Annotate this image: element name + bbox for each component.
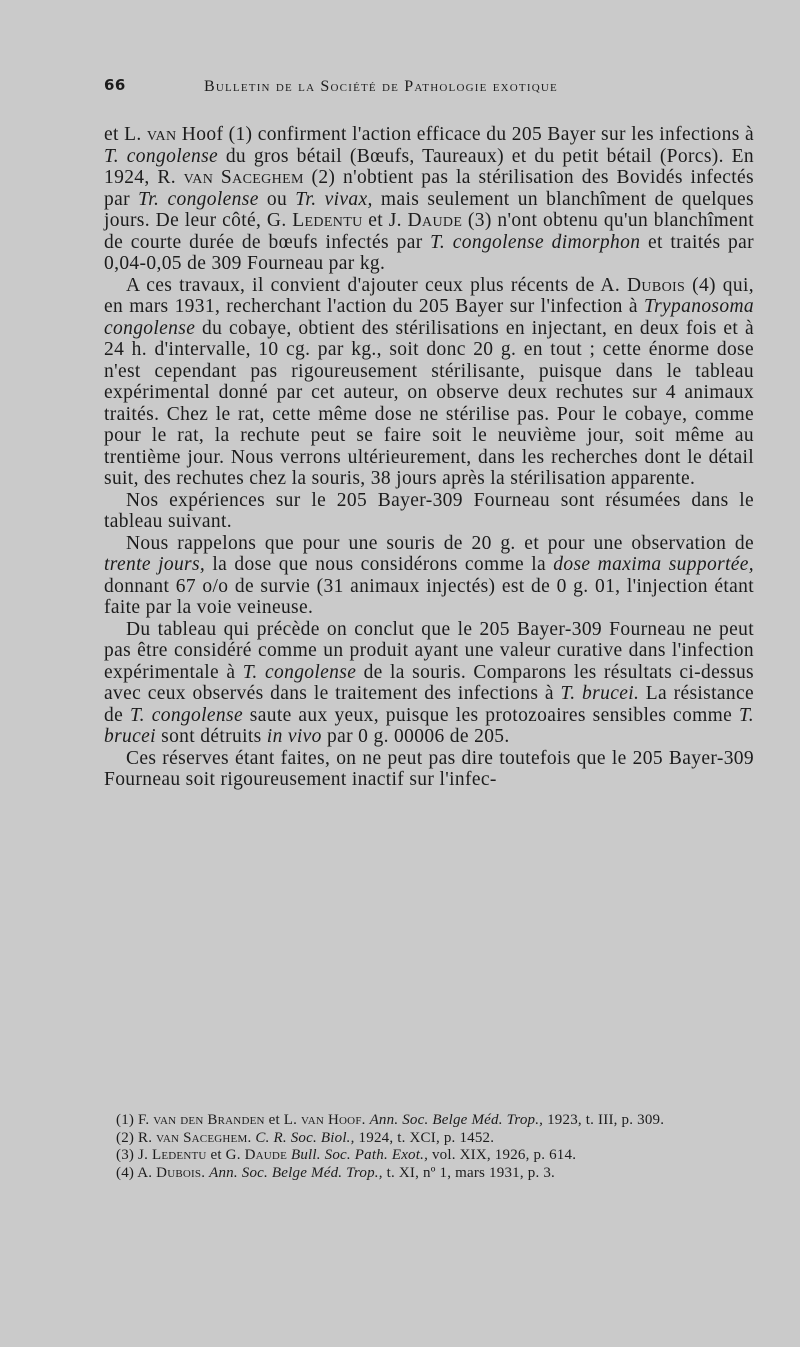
author-name: van Saceghem <box>183 167 304 188</box>
text-run: La résistance de <box>104 683 755 726</box>
text-run: et traités par 0,04-0,05 de 309 Fourneau par kg. <box>104 231 754 274</box>
text-run: (3) J. <box>116 1147 152 1163</box>
italic-text: T. brucei. <box>560 683 640 704</box>
italic-text: trente jours, <box>104 554 206 575</box>
footnote <box>104 1147 754 1165</box>
paragraph <box>104 275 754 490</box>
text-run: du gros bétail (Bœufs, Taureaux) et du petit bétail (Porcs). En 1924, R. <box>104 145 754 188</box>
paragraph <box>104 748 754 791</box>
italic-text: Trypanosoma congolense <box>104 296 754 339</box>
text-run: (3) n'ont obtenu qu'un blanchîment de courte durée de bœufs infectés par <box>104 210 754 253</box>
text-run: t. XI, nº 1, mars 1931, p. 3. <box>382 1164 555 1181</box>
author-name: van Hoof. <box>301 1112 366 1128</box>
italic-text: Ann. Soc. Belge Méd. Trop., <box>369 1112 544 1128</box>
text-run: et L. <box>264 1112 302 1128</box>
text-run: mais seulement un blanchîment de quelques jours. De leur côté, G. <box>104 188 754 231</box>
running-title: Bulletin de la Société de Pathologie exotique <box>204 78 558 95</box>
page-header <box>104 76 754 104</box>
italic-text: T. congolense <box>242 661 357 683</box>
text-run: (4) A. <box>116 1164 157 1181</box>
text-run: (2) n'obtient pas la stérilisation des Bovidés infectés par <box>104 167 754 210</box>
italic-text: Bull. Soc. Path. Exot., <box>290 1147 429 1163</box>
text-run: A ces travaux, il convient d'ajouter ceux plus récents de A. <box>126 274 627 296</box>
italic-text: C. R. Soc. Biol., <box>255 1129 355 1146</box>
italic-text: dose maxima supportée, <box>553 554 755 575</box>
text-run: Nos expériences sur le 205 Bayer-309 Fourneau sont résumées dans le tableau suivant. <box>104 489 754 532</box>
italic-text: Tr. vivax, <box>295 188 373 210</box>
author-name: Daude <box>244 1147 287 1163</box>
text-run: vol. XIX, 1926, p. 614. <box>428 1147 577 1163</box>
text-run: Nous rappelons que pour une souris de 20 g. et pour une observation de <box>126 532 754 554</box>
text-run: Du tableau qui précède on conclut que le 205 Bayer-309 Fourneau ne peut pas être considéré comme un produit ayant une valeur curative dans l'infection expérimentale à <box>104 618 754 683</box>
italic-text: T. brucei <box>104 704 754 747</box>
text-run: Ces réserves étant faites, on ne peut pas dire toutefois que le 205 Bayer-309 Fourneau soit rigoureusement inactif sur l'infec- <box>104 747 754 790</box>
author-name: van den Branden <box>153 1112 265 1128</box>
text-run: Hoof (1) confirment l'action efficace du 205 Bayer sur les infections à <box>176 124 754 145</box>
text-run: par 0 g. 00006 de 205. <box>321 726 510 747</box>
italic-text: in vivo <box>266 726 322 747</box>
author-name: van Saceghem. <box>156 1129 252 1146</box>
text-run: du cobaye, obtient des stérilisations en injectant, en deux fois et à 24 h. d'intervalle, 10 cg. par kg., soit donc 20 g. en tout ; cette énorme dose n'est cependant pas rigoureusement stérilisante, puisque dans le tableau expérimental donné par cet auteur, on observe deux rechutes sur 4 animaux traités. Chez le rat, cette même dose ne stérilise pas. Pour le cobaye, comme pour le rat, la rechute peut se faire soit le neuvième jour, soit même au trentième jour. Nous verrons ultérieurement, dans les recherches dont le détail suit, des rechutes chez la souris, 38 jours après la stérilisation apparente. <box>104 317 754 489</box>
footnote <box>104 1130 754 1148</box>
footnote <box>104 1112 754 1130</box>
author-name: Ledentu <box>151 1147 207 1163</box>
author-name: Dubois <box>626 274 686 296</box>
article-body <box>104 124 754 791</box>
paragraph <box>104 124 754 275</box>
footnote <box>104 1165 754 1183</box>
author-name: Ledentu <box>292 210 363 231</box>
paragraph <box>104 490 754 533</box>
paragraph <box>104 619 754 748</box>
text-run: de la souris. Comparons les résultats ci-dessus avec ceux observés dans le traitement des infections à <box>104 661 754 704</box>
italic-text: T. congolense <box>129 704 243 726</box>
footnotes <box>104 1112 754 1182</box>
paragraph <box>104 533 754 619</box>
italic-text: T. congolense dimorphon <box>430 231 641 253</box>
text-run: 1924, t. XCI, p. 1452. <box>354 1129 495 1146</box>
text-run: (4) qui, en mars 1931, recherchant l'action du 205 Bayer sur l'infection à <box>104 274 754 317</box>
text-run: donnant 67 o/o de survie (31 animaux injectés) est de 0 g. 01, l'injection étant faite par la voie veineuse. <box>104 575 754 618</box>
author-name: Daude <box>407 210 463 231</box>
text-run: saute aux yeux, puisque les protozoaires sensibles comme <box>242 704 740 726</box>
author-name: van <box>146 124 177 145</box>
italic-text: T. congolense <box>104 145 219 167</box>
italic-text: Tr. congolense <box>138 188 259 210</box>
page-number: 66 <box>104 76 126 94</box>
text-run: (2) R. <box>116 1129 157 1146</box>
text-run: 1923, t. III, p. 309. <box>543 1112 665 1128</box>
text-run: et G. <box>206 1147 245 1163</box>
text-run: et J. <box>362 210 408 231</box>
text-run: et L. <box>104 124 147 145</box>
text-run: ou <box>258 188 296 210</box>
text-run: sont détruits <box>155 726 267 747</box>
italic-text: Ann. Soc. Belge Méd. Trop., <box>209 1164 383 1181</box>
text-run: (1) F. <box>116 1112 154 1128</box>
text-run: la dose que nous considérons comme la <box>205 554 554 575</box>
author-name: Dubois. <box>156 1164 206 1181</box>
